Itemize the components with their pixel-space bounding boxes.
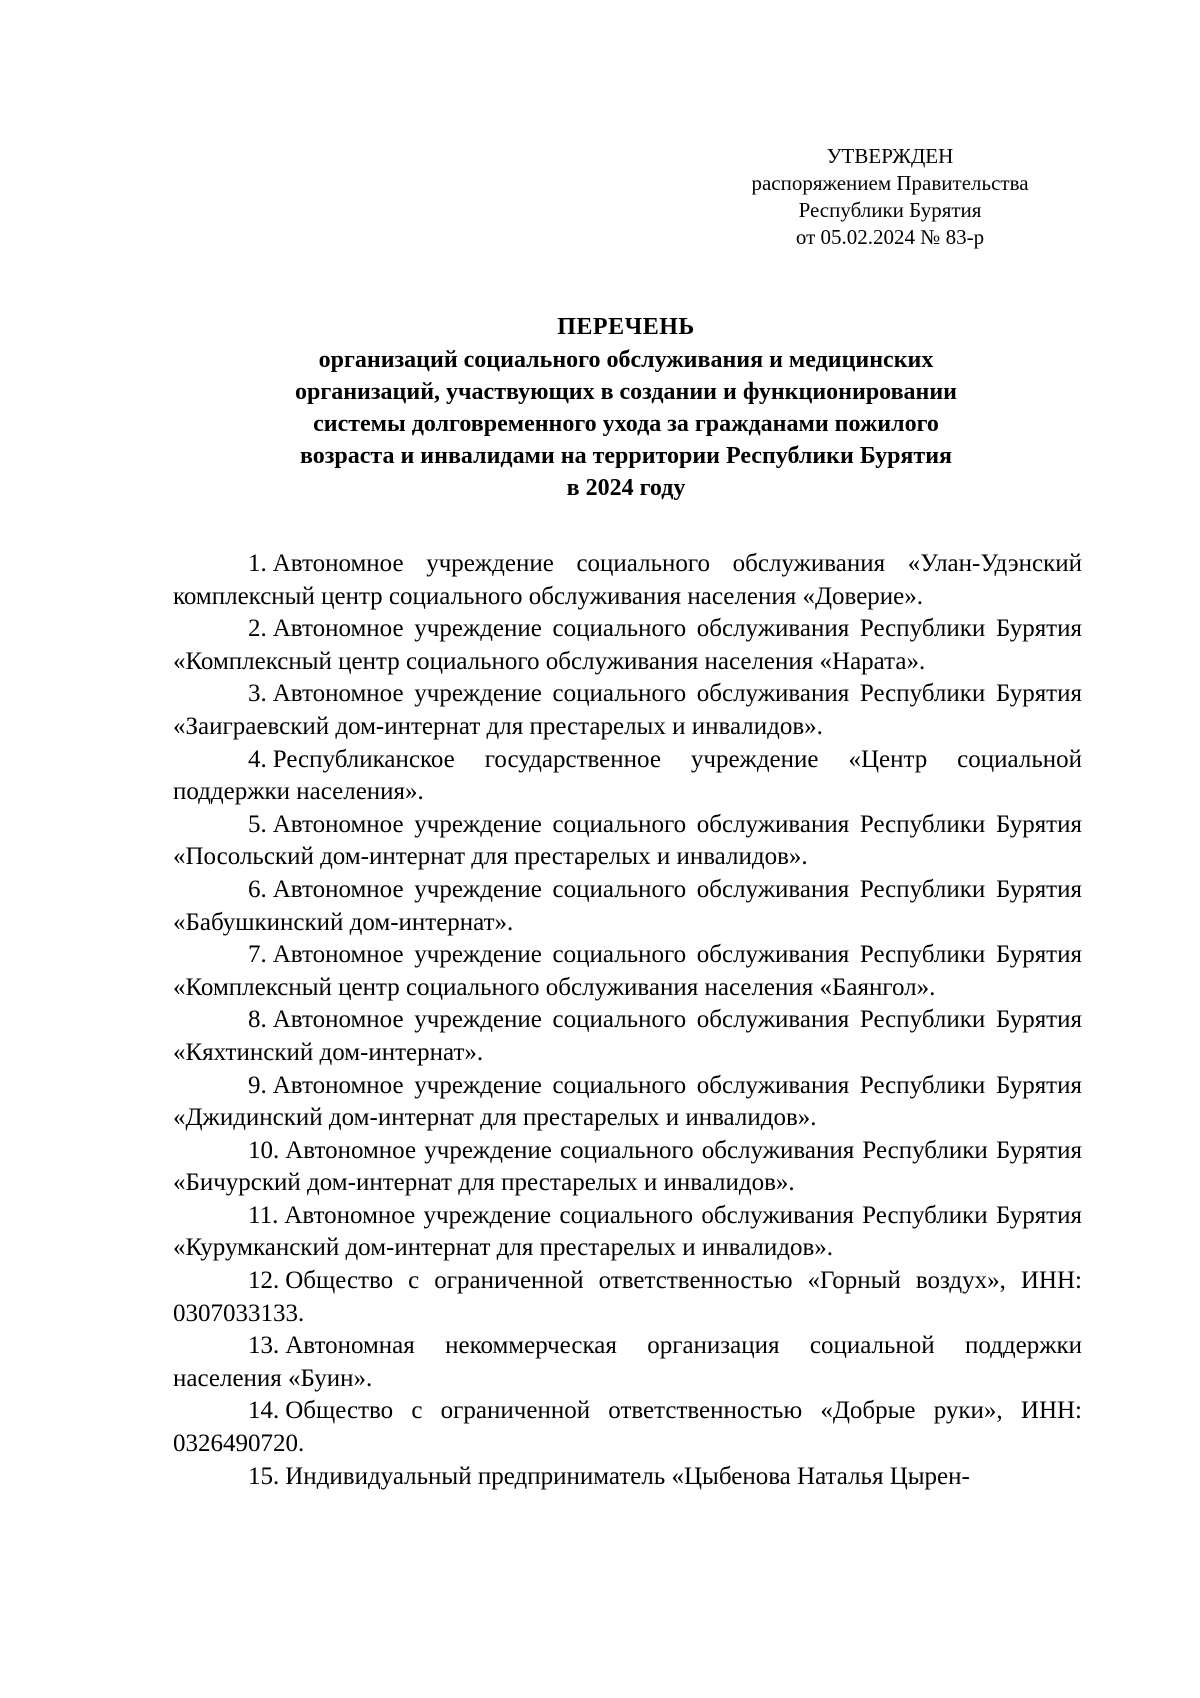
item-text: Общество с ограниченной ответственностью «Горный воздух», ИНН: 0307033133. [173, 1267, 1082, 1327]
list-item [173, 1395, 1082, 1460]
item-number: 6. [248, 875, 267, 903]
item-number: 1. [248, 550, 267, 577]
item-text: Автономное учреждение социального обслуживания Республики Бурятия «Комплексный центр социального обслуживания населения «Баянгол». [173, 941, 1082, 1001]
item-number: 5. [248, 810, 267, 838]
item-text: Автономное учреждение социального обслуживания Республики Бурятия «Джидинский дом-интернат для престарелых и инвалидов». [173, 1071, 1082, 1132]
item-text: Республиканское государственное учреждение «Центр социальной поддержки населения». [173, 745, 1082, 806]
list-item [173, 1135, 1082, 1200]
approval-date-number: от 05.02.2024 № 83-р [795, 225, 985, 249]
document-title [170, 311, 1082, 504]
list-item [173, 1004, 1082, 1069]
item-number: 10. [248, 1136, 280, 1164]
approval-status: УТВЕРЖДЕН [826, 144, 954, 168]
title-line: организаций, участвующих в создании и функционировании [294, 379, 958, 405]
list-item [173, 1461, 1082, 1494]
title-line: в 2024 году [566, 475, 686, 501]
item-number: 14. [248, 1397, 280, 1425]
title-line: организаций социального обслуживания и медицинских [318, 347, 934, 373]
item-text: Автономное учреждение социального обслуживания «Улан-Удэнский комплексный центр социального обслуживания населения «Доверие». [173, 550, 1082, 610]
item-text: Автономное учреждение социального обслуживания Республики Бурятия «Бичурский дом-интернат для престарелых и инвалидов». [173, 1136, 1082, 1197]
list-item [173, 548, 1082, 613]
approval-region: Республики Бурятия [798, 198, 982, 222]
title-heading: ПЕРЕЧЕНЬ [557, 314, 695, 340]
list-item [173, 809, 1082, 874]
list-item [173, 1330, 1082, 1395]
item-number: 7. [248, 941, 267, 969]
title-line: системы долговременного ухода за гражданами пожилого [313, 411, 939, 437]
list-item [173, 744, 1082, 809]
title-line: возраста и инвалидами на территории Республики Бурятия [299, 443, 953, 469]
list-item [173, 874, 1082, 939]
list-item [173, 1070, 1082, 1135]
item-number: 12. [248, 1267, 280, 1295]
list-item [173, 678, 1082, 743]
list-item [173, 1265, 1082, 1330]
item-number: 13. [248, 1332, 280, 1360]
item-number: 11. [248, 1201, 279, 1229]
title-subheading [170, 344, 1082, 504]
item-number: 9. [248, 1071, 267, 1099]
item-text: Автономное учреждение социального обслуживания Республики Бурятия «Комплексный центр социального обслуживания населения «Нарата». [173, 615, 1082, 675]
item-number: 15. [248, 1462, 280, 1490]
item-number: 2. [248, 615, 267, 643]
item-number: 4. [248, 745, 267, 773]
item-text: Индивидуальный предприниматель «Цыбенова Наталья Цырен- [285, 1462, 970, 1490]
item-text: Автономное учреждение социального обслуживания Республики Бурятия «Заиграевский дом-интернат для престарелых и инвалидов». [173, 680, 1082, 740]
list-item [173, 939, 1082, 1004]
item-text: Автономная некоммерческая организация социальной поддержки населения «Буин». [173, 1332, 1082, 1392]
approval-stamp [700, 143, 1080, 251]
organization-list [173, 548, 1082, 1493]
item-text: Автономное учреждение социального обслуживания Республики Бурятия «Курумканский дом-интернат для престарелых и инвалидов». [173, 1201, 1082, 1262]
item-text: Автономное учреждение социального обслуживания Республики Бурятия «Посольский дом-интернат для престарелых и инвалидов». [173, 810, 1082, 871]
item-text: Автономное учреждение социального обслуживания Республики Бурятия «Бабушкинский дом-интернат». [173, 875, 1082, 936]
item-text: Автономное учреждение социального обслуживания Республики Бурятия «Кяхтинский дом-интернат». [173, 1006, 1082, 1066]
item-number: 8. [248, 1006, 267, 1034]
item-number: 3. [248, 680, 267, 708]
approval-authority: распоряжением Правительства [751, 171, 1029, 195]
list-item [173, 613, 1082, 678]
item-text: Общество с ограниченной ответственностью «Добрые руки», ИНН: 0326490720. [173, 1397, 1082, 1458]
list-item [173, 1200, 1082, 1265]
